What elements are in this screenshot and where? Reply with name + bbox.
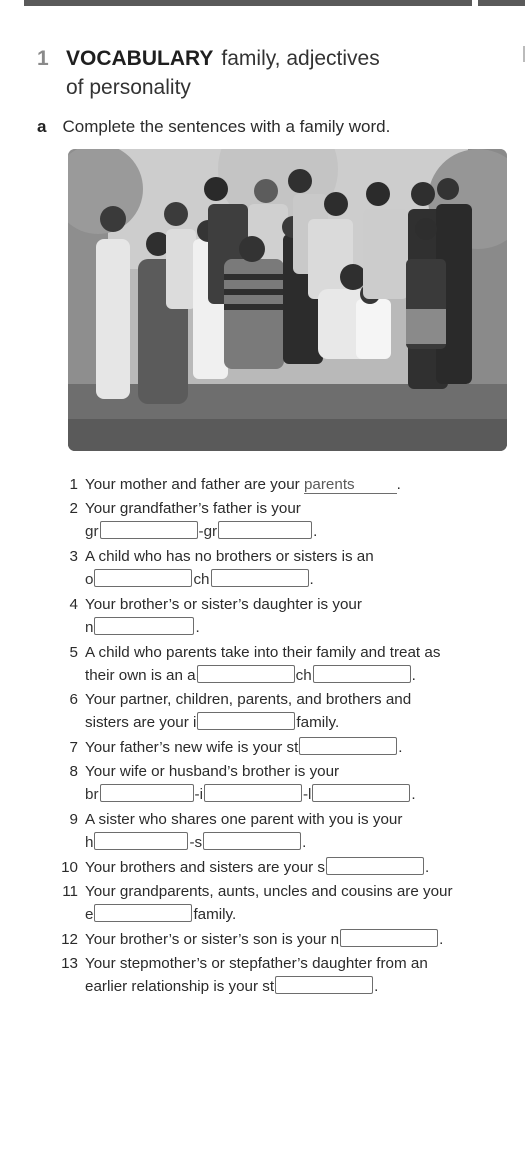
answer-box[interactable] [94,569,192,587]
answer-box[interactable] [197,665,295,683]
answer-prefix: ch [193,571,210,588]
answer-box[interactable] [312,784,410,802]
item-number: 6 [69,691,78,708]
item-number: 4 [69,596,78,613]
item-number: 1 [69,476,78,493]
answer-box[interactable] [218,521,312,539]
item-answer-line [85,783,416,806]
answer-box[interactable] [275,976,373,994]
item-text: A child who has no brothers or sisters is an [85,548,374,565]
item-answer-line [85,831,306,854]
example-answer: parents [304,476,397,494]
item-end: . [396,476,401,493]
item-text: Your stepmother’s or stepfather’s daughter from an [85,955,428,972]
answer-box[interactable] [326,857,424,875]
header-bar-segment [24,0,472,6]
answer-box[interactable] [204,784,302,802]
top-header-strip [0,0,525,6]
answer-box[interactable] [94,904,192,922]
answer-box[interactable] [211,569,309,587]
exercise-instruction [37,117,390,137]
section-title-line-1 [66,47,380,71]
item-text-line [85,473,401,496]
answer-prefix: n [85,619,94,636]
item-end: . [302,834,307,851]
item-text: Your mother and father are your [85,476,300,493]
answer-box[interactable] [100,784,194,802]
item-number: 3 [69,548,78,565]
family-photo [68,149,507,451]
item-number: 8 [69,763,78,780]
item-number: 10 [61,859,78,876]
item-end: . [425,859,430,876]
item-number: 7 [69,739,78,756]
item-after: family. [296,714,340,731]
item-number: 13 [61,955,78,972]
header-bar-segment-right [478,0,525,6]
item-text: Your brothers and sisters are your s [85,859,326,876]
item-answer-line [85,520,317,543]
item-text: Your father’s new wife is your st [85,739,299,756]
answer-box[interactable] [94,617,194,635]
answer-prefix: gr [85,523,99,540]
answer-box[interactable] [100,521,198,539]
item-answer-line [85,975,378,998]
item-end: . [411,786,416,803]
answer-box[interactable] [197,712,295,730]
item-text: Your grandfather’s father is your [85,500,301,517]
answer-prefix: o [85,571,94,588]
item-end: . [439,931,444,948]
item-text: A sister who shares one parent with you is your [85,811,403,828]
item-text-line-2: sisters are your i [85,714,197,731]
item-end: . [398,739,403,756]
item-text: Your grandparents, aunts, uncles and cousins are your [85,883,453,900]
item-number: 9 [69,811,78,828]
item-end: . [309,571,314,588]
item-text-line-2: earlier relationship is your st [85,978,275,995]
answer-prefix: -l [302,786,312,803]
item-end: . [195,619,200,636]
item-text: A child who parents take into their family and treat as [85,644,441,661]
item-answer-line [85,616,200,639]
item-number: 12 [61,931,78,948]
answer-prefix: h [85,834,94,851]
item-text-line [85,736,403,759]
item-number: 2 [69,500,78,517]
item-after: family. [193,906,237,923]
item-answer-line [85,664,416,687]
section-title-bold: VOCABULARY [66,47,214,70]
answer-box[interactable] [203,832,301,850]
item-end: . [411,667,416,684]
item-answer-line [85,568,314,591]
family-photo-illustration [68,149,507,451]
answer-prefix: e [85,906,94,923]
item-number: 5 [69,644,78,661]
exercise-letter: a [37,117,47,136]
item-text-line [85,856,429,879]
answer-box[interactable] [340,929,438,947]
item-text: Your brother’s or sister’s son is your n [85,931,340,948]
item-text: Your brother’s or sister’s daughter is your [85,596,362,613]
answer-prefix: ch [295,667,312,684]
answer-box[interactable] [313,665,411,683]
item-text-line [85,928,443,951]
answer-prefix: br [85,786,99,803]
answer-prefix: -gr [198,523,218,540]
answer-prefix: -s [189,834,203,851]
item-text: Your wife or husband’s brother is your [85,763,340,780]
item-answer-line [85,903,236,926]
item-answer-line [85,711,339,734]
item-number: 11 [62,883,78,900]
item-text-line-2: their own is an a [85,667,196,684]
section-title-line-2: of personality [66,76,191,99]
instruction-text: Complete the sentences with a family word. [62,117,391,136]
section-title-rest: family, adjectives [221,47,380,70]
answer-box[interactable] [299,737,397,755]
item-end: . [374,978,379,995]
item-text: Your partner, children, parents, and brothers and [85,691,412,708]
item-end: . [313,523,318,540]
answer-prefix: -i [194,786,203,803]
answer-box[interactable] [94,832,188,850]
section-number: 1 [37,47,49,70]
